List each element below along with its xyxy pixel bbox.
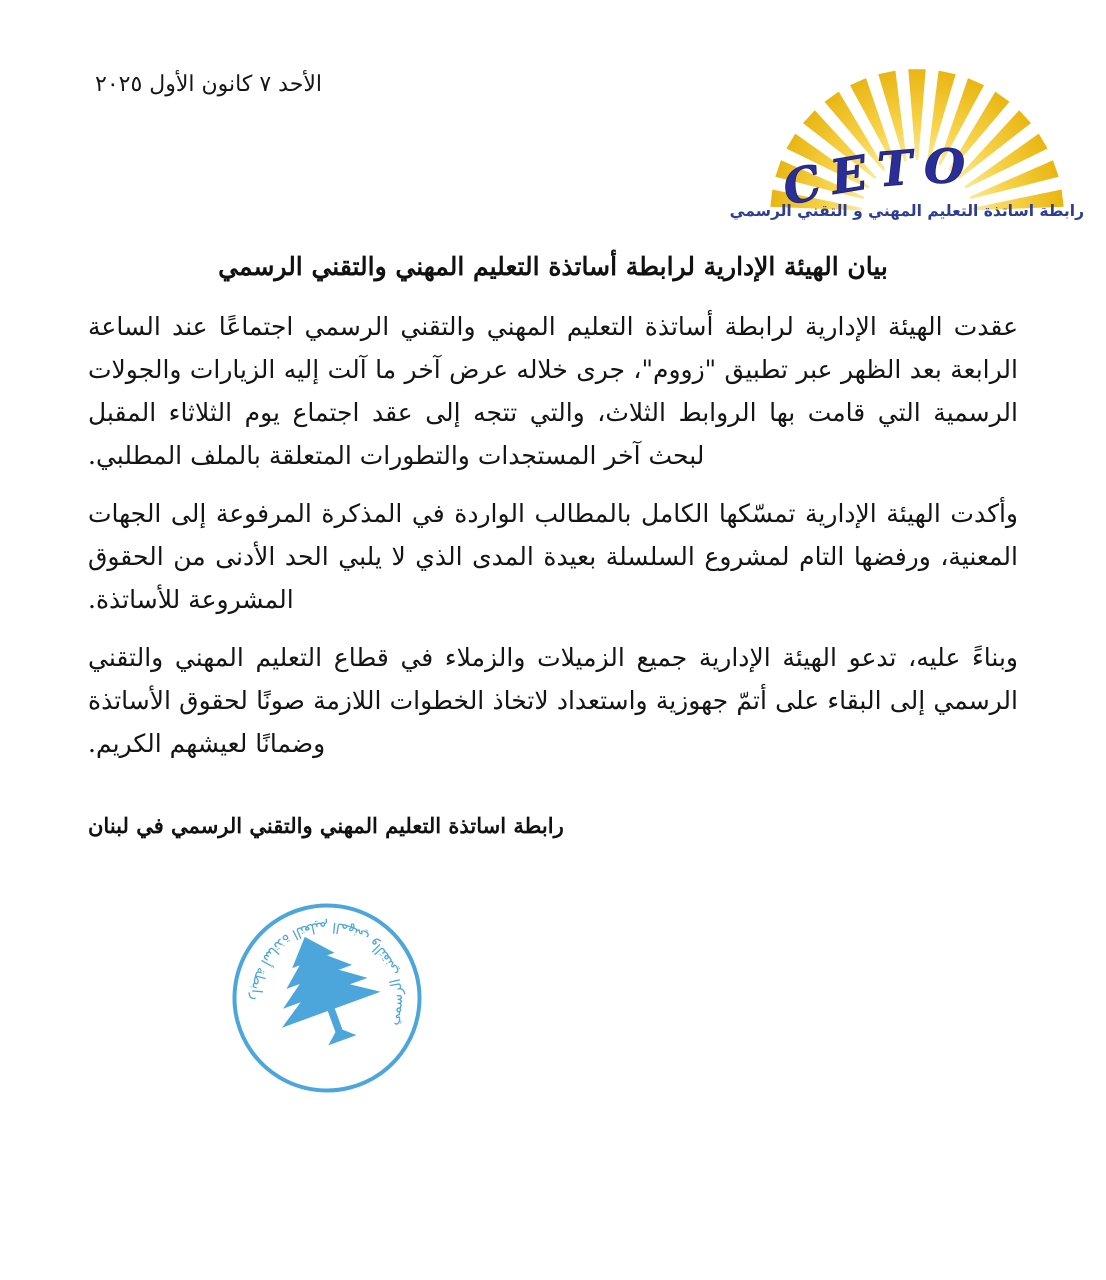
paragraph-3: وبناءً عليه، تدعو الهيئة الإدارية جميع الزميلات والزملاء في قطاع التعليم المهني والتقني الرسمي إلى البقاء على أتمّ جهوزية واستعداد لاتخاذ الخطوات اللازمة صونًا لحقوق الأساتذة وضمانًا لعيشهم الكريم. xyxy=(88,643,1018,758)
paragraph-1: عقدت الهيئة الإدارية لرابطة أساتذة التعليم المهني والتقني الرسمي اجتماعًا عند الساعة الرابعة بعد الظهر عبر تطبيق "زووم"، جرى خلاله عرض آخر ما آلت إليه الزيارات والجولات الرسمية التي قامت بها الروابط الثلاث، والتي تتجه إلى عقد اجتماع يوم الثلاثاء المقبل لبحث آخر المستجدات والتطورات المتعلقة بالملف المطلبي. xyxy=(88,312,1018,470)
statement-body xyxy=(88,252,1018,838)
paragraph-2: وأكدت الهيئة الإدارية تمسّكها الكامل بالمطالب الواردة في المذكرة المرفوعة إلى الجهات المعنية، ورفضها التام لمشروع السلسلة بعيدة المدى الذي لا يلبي الحد الأدنى من الحقوق المشروعة للأساتذة. xyxy=(88,499,1018,614)
signature-line: رابطة اساتذة التعليم المهني والتقني الرسمي في لبنان xyxy=(88,813,564,838)
svg-text:رابطة أساتذة التعليم المهني وا: رابطة أساتذة التعليم المهني والتقني الرسمي xyxy=(247,918,407,1027)
svg-text:CETO: CETO xyxy=(777,142,976,218)
association-stamp xyxy=(203,876,451,1120)
ceto-logo xyxy=(729,66,1084,234)
logo-association-name: رابطة اساتذة التعليم المهني و التقني الرسمي xyxy=(729,202,1084,220)
document-date: الأحد ٧ كانون الأول ٢٠٢٥ xyxy=(95,72,322,97)
statement-title: بيان الهيئة الإدارية لرابطة أساتذة التعليم المهني والتقني الرسمي xyxy=(218,252,888,281)
